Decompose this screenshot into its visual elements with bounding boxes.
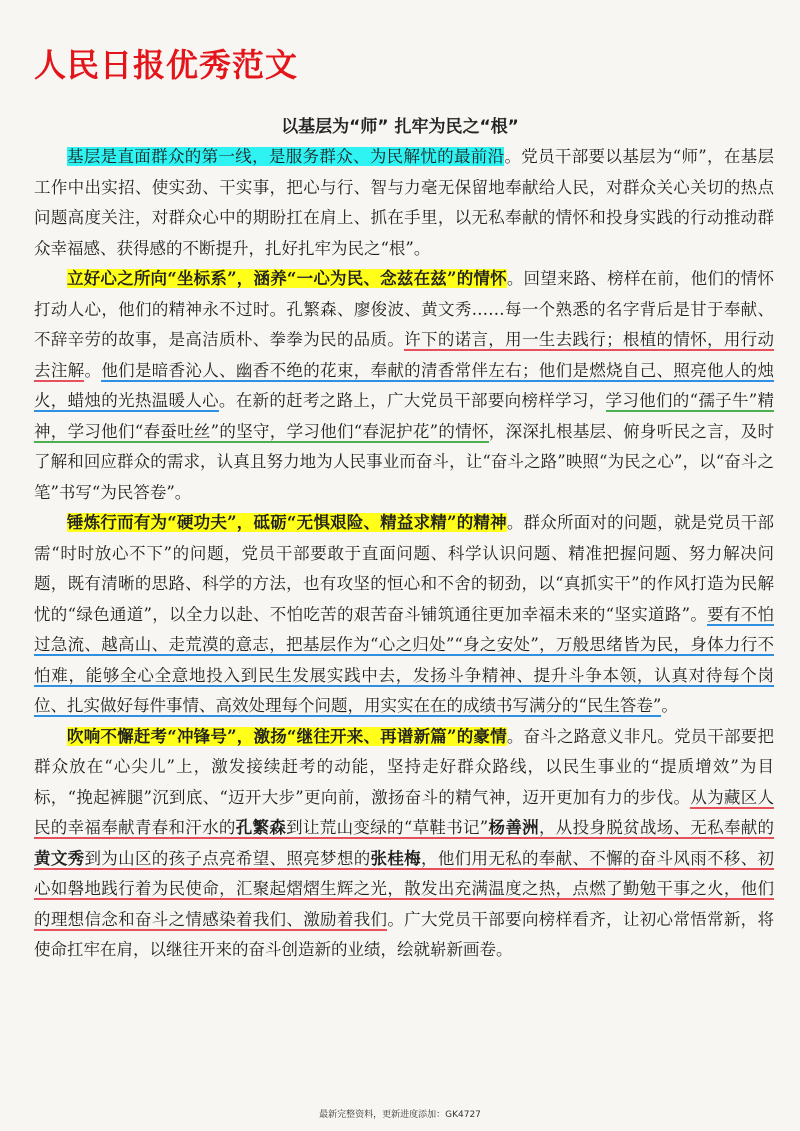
article-body xyxy=(34,142,774,966)
highlight-lead: 立好心之所向“坐标系”，涵养“一心为民、念兹在兹”的情怀 xyxy=(67,269,507,288)
paragraph-3 xyxy=(34,508,774,722)
name-bold: 杨善洲 xyxy=(488,818,539,837)
text: 。广大党员干部要向榜样看齐，让初心常悟常新，将使命扛牢在肩，以继往开来的奋斗创造新的业绩，绘就崭新画卷。 xyxy=(34,909,775,959)
paragraph-1 xyxy=(34,142,774,264)
text: ，深深扎根基层、俯身听民之言，及时了解和回应群众的需求，认真且努力地为人民事业而奋斗，让“奋斗之路”映照“为民之心”，以“奋斗之笔”书写“为民答卷”。 xyxy=(34,421,774,502)
text: 。回望来路、榜样在前，他们的情怀打动人心，他们的精神永不过时。孔繁森、廖俊波、黄文秀……每一个熟悉的名字背后是甘于奉献、不辞辛劳的故事，是高洁质朴、拳拳为民的品质。 xyxy=(34,269,774,349)
text: 从为藏区人民的幸福奉献青春和汗水的 xyxy=(34,787,775,837)
highlight-lead: 基层是直面群众的第一线，是服务群众、为民解忧的最前沿 xyxy=(67,147,505,166)
text: 。群众所面对的问题，就是党员干部需“时时放心不下”的问题，党员干部要敢于直面问题、科学认识问题、精准把握问题、努力解决问题，既有清晰的思路、科学的方法，也有攻坚的恒心和不舍的韧劲，以“真抓实干”的作风打造为民解忧的“绿色通道”，以全力以赴、不怕吃苦的艰苦奋斗铺筑通往更加幸福未来的“坚实道路”。 xyxy=(34,513,774,624)
underlined-green: 学习他们的“孺子牛”精神，学习他们“春蚕吐丝”的坚守，学习他们“春泥护花”的情怀 xyxy=(34,391,774,441)
underlined-red: 许下的诺言，用一生去践行；根植的情怀，用行动去注解 xyxy=(34,330,775,380)
paragraph-4 xyxy=(34,722,774,966)
underlined-blue: 要有不怕过急流、越高山、走荒漠的意志，把基层作为“心之归处”“身之安处”，万般思绪皆为民，身体力行不怕难，能够全心全意地投入到民生发展实践中去，发扬斗争精神、提升斗争本领，认真对待每个岗位、扎实做好每件事情、高效处理每个问题，用实实在在的成绩书写满分的“民生答卷” xyxy=(34,604,774,715)
text: ，他们用无私的奉献、不懈的奋斗风雨不移、初心如磐地践行着为民使命，汇聚起熠熠生辉之光，散发出充满温度之热，点燃了勤勉干事之火，他们的理想信念和奋斗之情感染着我们、激励着我们 xyxy=(34,848,775,929)
text: 。在新的赶考之路上，广大党员干部要向榜样学习， xyxy=(218,391,606,410)
text: 到为山区的孩子点亮希望、照亮梦想的 xyxy=(84,848,371,868)
text: 。奋斗之路意义非凡。党员干部要把群众放在“心尖儿”上，激发接续赶考的动能，坚持走好群众路线，以民生事业的“提质增效”为目标，“挽起裤腿”沉到底、“迈开大步”更向前，激扬奋斗的精气神，迈开更加有力的步伐。 xyxy=(34,726,774,807)
name-bold: 黄文秀 xyxy=(34,848,85,868)
text: 。 xyxy=(84,360,102,380)
paragraph-2 xyxy=(34,264,774,508)
name-bold: 孔繁森 xyxy=(235,818,287,837)
page-footer: 最新完整资料，更新进度添加：GK4727 xyxy=(319,1110,481,1120)
underlined-blue: 他们是暗香沁人、幽香不绝的花束，奉献的清香常伴左右；他们是燃烧自己、照亮他人的烛火，蜡烛的光热温暖人心 xyxy=(34,360,775,410)
text: ，从投身脱贫战场、无私奉献的 xyxy=(539,818,775,837)
name-bold: 张桂梅 xyxy=(370,848,422,868)
text: 。党员干部要以基层为“师”，在基层工作中出实招、使实劲、干实事，把心与行、智与力毫无保留地奉献给人民，对群众关心关切的热点问题高度关注，对群众心中的期盼扛在肩上、抓在手里，以无私奉献的情怀和投身实践的行动推动群众幸福感、获得感的不断提升，扎好扎牢为民之“根”。 xyxy=(34,147,774,258)
article-title: 以基层为“师” 扎牢为民之“根” xyxy=(281,117,519,137)
page-header: 人民日报优秀范文 xyxy=(34,46,299,84)
text: 到让荒山变绿的“草鞋书记” xyxy=(286,818,489,837)
text: 。 xyxy=(661,696,678,715)
highlight-lead: 吹响不懈赶考“冲锋号”，激扬“继往开来、再谱新篇”的豪情 xyxy=(67,726,507,746)
highlight-lead: 锤炼行而有为“硬功夫”，砥砺“无惧艰险、精益求精”的精神 xyxy=(67,513,507,532)
